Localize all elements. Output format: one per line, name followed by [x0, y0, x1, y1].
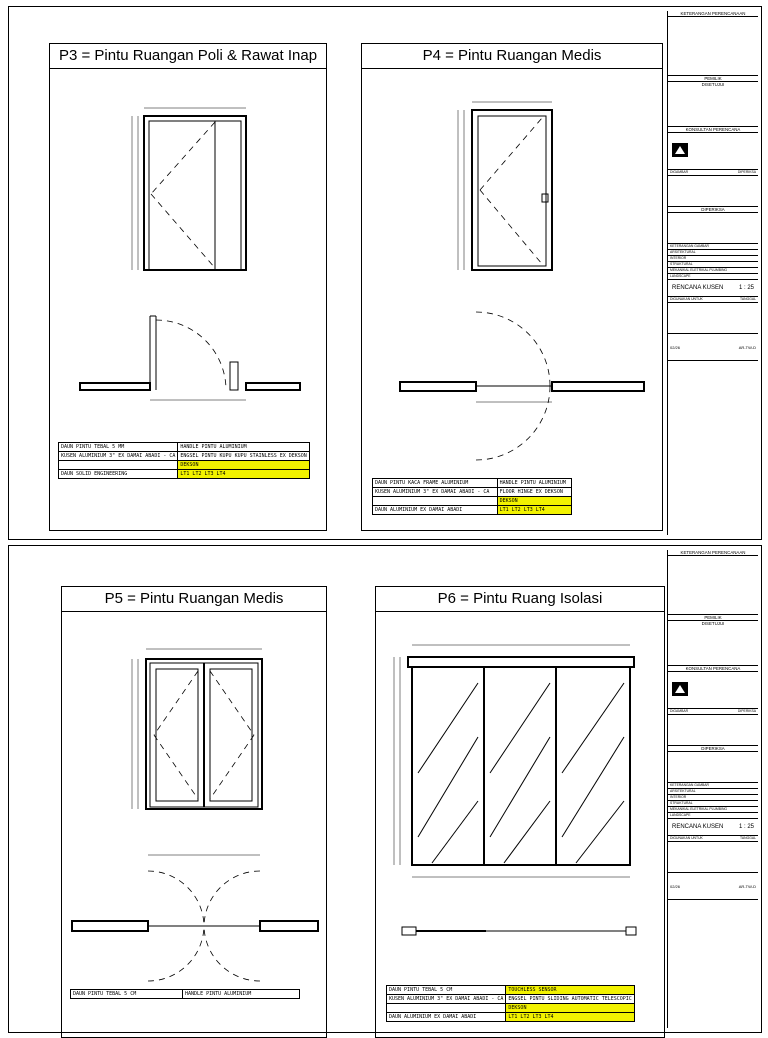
spec-cell [59, 461, 178, 470]
spec-cell: DAUN PINTU TEBAL 5 CM [71, 990, 183, 999]
tb-drawing-title: RENCANA KUSEN [672, 824, 724, 830]
tb-date-label: TANGGAL [740, 836, 756, 840]
glass-hatch-line [418, 737, 478, 837]
tb-checked-label-2: DIPERIKSA [668, 207, 758, 213]
spec-cell: HANDLE PINTU ALUMINIUM [183, 990, 300, 999]
tb-notes-label: KETERANGAN GAMBAR [668, 783, 758, 789]
door-p6-elevation [376, 587, 664, 1037]
tb-purpose-label: DIGUNAKAN UNTUK [670, 297, 703, 301]
glass-hatch-line [490, 737, 550, 837]
tb-header: KETERANGAN PERENCANAAN [668, 11, 758, 17]
spec-cell: DAUN PINTU KACA FRAME ALUMINIUM [373, 479, 498, 488]
tb-drawing-title: RENCANA KUSEN [672, 285, 724, 291]
tb-sign-space [668, 176, 758, 207]
spec-table-p4 [372, 478, 572, 515]
tb-note: STRUKTURAL [668, 262, 758, 268]
panel-title: P3 = Pintu Ruangan Poli & Rawat Inap [50, 44, 326, 69]
spec-cell: DAUN PINTU TEBAL 5 CM [387, 986, 506, 995]
tb-sheet-code: AR-TW-D [738, 883, 756, 889]
level-cells: LT1 LT2 LT3 LT4 [497, 506, 571, 515]
panel-title: P5 = Pintu Ruangan Medis [62, 587, 326, 612]
spec-table-p3 [58, 442, 307, 479]
spec-cell: ENGSEL PINTU SLIDING AUTOMATIC TELESCOPIC [506, 995, 634, 1004]
glass-hatch-line [432, 801, 478, 863]
spec-cell: DAUN SOLID ENGINEERING [59, 470, 178, 479]
tb-note: LANDSCAPE [668, 274, 758, 280]
tb-scale: 1 : 25 [738, 824, 754, 830]
spec-cell: DAUN PINTU TEBAL 5 MM [59, 443, 178, 452]
drawing-sheet-1 [8, 6, 762, 540]
company-logo-icon [672, 682, 688, 696]
panel-p5 [61, 586, 327, 1038]
tb-notes-label: KETERANGAN GAMBAR [668, 244, 758, 250]
tb-note: MEKANIKAL ELETRIKAL PLUMBING [668, 268, 758, 274]
tb-checked-label-2: DIPERIKSA [668, 746, 758, 752]
tb-sheet-row [668, 334, 758, 361]
door-p5-elevation [62, 587, 326, 1037]
tb-scale: 1 : 25 [738, 285, 754, 291]
panel-title: P6 = Pintu Ruang Isolasi [376, 587, 664, 612]
tb-sheet-no: 02/26 [670, 883, 681, 889]
glass-hatch-line [490, 683, 550, 773]
tb-drawing-title-row [668, 819, 758, 836]
title-block [667, 11, 758, 535]
spec-cell: FLOOR HINGE EX DEKSON [497, 488, 571, 497]
tb-note: ARSITEKTURAL [668, 789, 758, 795]
spec-cell: TOUCHLESS SENSOR [506, 986, 634, 995]
tb-checked-label: DIPERIKSA [737, 709, 756, 713]
tb-consultant-label: KONSULTAN PERENCANA [668, 666, 758, 672]
tb-owner-label: PEMILIK [668, 615, 758, 621]
panel-p6 [375, 586, 665, 1038]
tb-drawn-label: DIGAMBAR [670, 170, 689, 174]
tb-project-info [668, 17, 758, 76]
spec-cell: DAUN ALUMINIUM EX DAMAI ABADI [373, 506, 498, 515]
tb-owner: DISETUJUI [668, 621, 758, 666]
level-cells: LT1 LT2 LT3 LT4 [178, 470, 309, 479]
tb-note: INTERIOR [668, 256, 758, 262]
tb-date-label: TANGGAL [740, 297, 756, 301]
spec-table-p6 [386, 985, 632, 1022]
tb-owner-label: PEMILIK [668, 76, 758, 82]
spec-cell [373, 497, 498, 506]
spec-cell: ENGSEL PINTU KUPU KUPU STAINLESS EX DEKSON [178, 452, 309, 461]
spec-cell: HANDLE PINTU ALUMINIUM [178, 443, 309, 452]
glass-hatch-line [576, 801, 624, 863]
glass-hatch-line [504, 801, 550, 863]
spec-cell: KUSEN ALUMINIUM 3" EX DAMAI ABADI - CA [387, 995, 506, 1004]
tb-note: LANDSCAPE [668, 813, 758, 819]
tb-drawn-label: DIGAMBAR [670, 709, 689, 713]
spec-cell [387, 1004, 506, 1013]
tb-note: MEKANIKAL ELETRIKAL PLUMBING [668, 807, 758, 813]
tb-purpose-label: DIGUNAKAN UNTUK [670, 836, 703, 840]
tb-purpose-space [668, 303, 758, 334]
tb-checked-label: DIPERIKSA [737, 170, 756, 174]
tb-sign-space [668, 213, 758, 244]
tb-consultant-logo [668, 672, 758, 709]
spec-cell: HANDLE PINTU ALUMINIUM [497, 479, 571, 488]
tb-purpose-space [668, 842, 758, 873]
panel-p3 [49, 43, 327, 531]
tb-sheet-code: AR-TW-D [738, 344, 756, 350]
tb-header: KETERANGAN PERENCANAAN [668, 550, 758, 556]
spec-table-p5 [70, 989, 300, 999]
panel-p4 [361, 43, 663, 531]
spec-cell: DEKSON [506, 1004, 634, 1013]
spec-cell: KUSEN ALUMINIUM 3" EX DAMAI ABADI - CA [59, 452, 178, 461]
tb-consultant-logo [668, 133, 758, 170]
tb-note: INTERIOR [668, 795, 758, 801]
level-cells: LT1 LT2 LT3 LT4 [506, 1013, 634, 1022]
glass-hatch-line [562, 737, 624, 837]
glass-hatch-line [562, 683, 624, 773]
tb-project-info [668, 556, 758, 615]
spec-cell: DEKSON [178, 461, 309, 470]
title-block [667, 550, 758, 1028]
tb-sign-space [668, 752, 758, 783]
spec-cell: KUSEN ALUMINIUM 3" EX DAMAI ABADI - CA [373, 488, 498, 497]
spec-cell: DAUN ALUMINIUM EX DAMAI ABADI [387, 1013, 506, 1022]
glass-hatch-line [418, 683, 478, 773]
tb-note: STRUKTURAL [668, 801, 758, 807]
tb-owner: DISETUJUI [668, 82, 758, 127]
door-p4-elevation [362, 44, 662, 530]
panel-title: P4 = Pintu Ruangan Medis [362, 44, 662, 69]
drawing-sheet-2 [8, 545, 762, 1033]
tb-sheet-no: 02/26 [670, 344, 681, 350]
tb-drawing-title-row [668, 280, 758, 297]
tb-consultant-label: KONSULTAN PERENCANA [668, 127, 758, 133]
tb-sign-space [668, 715, 758, 746]
company-logo-icon [672, 143, 688, 157]
spec-cell: DEKSON [497, 497, 571, 506]
tb-sheet-row [668, 873, 758, 900]
tb-note: ARSITEKTURAL [668, 250, 758, 256]
